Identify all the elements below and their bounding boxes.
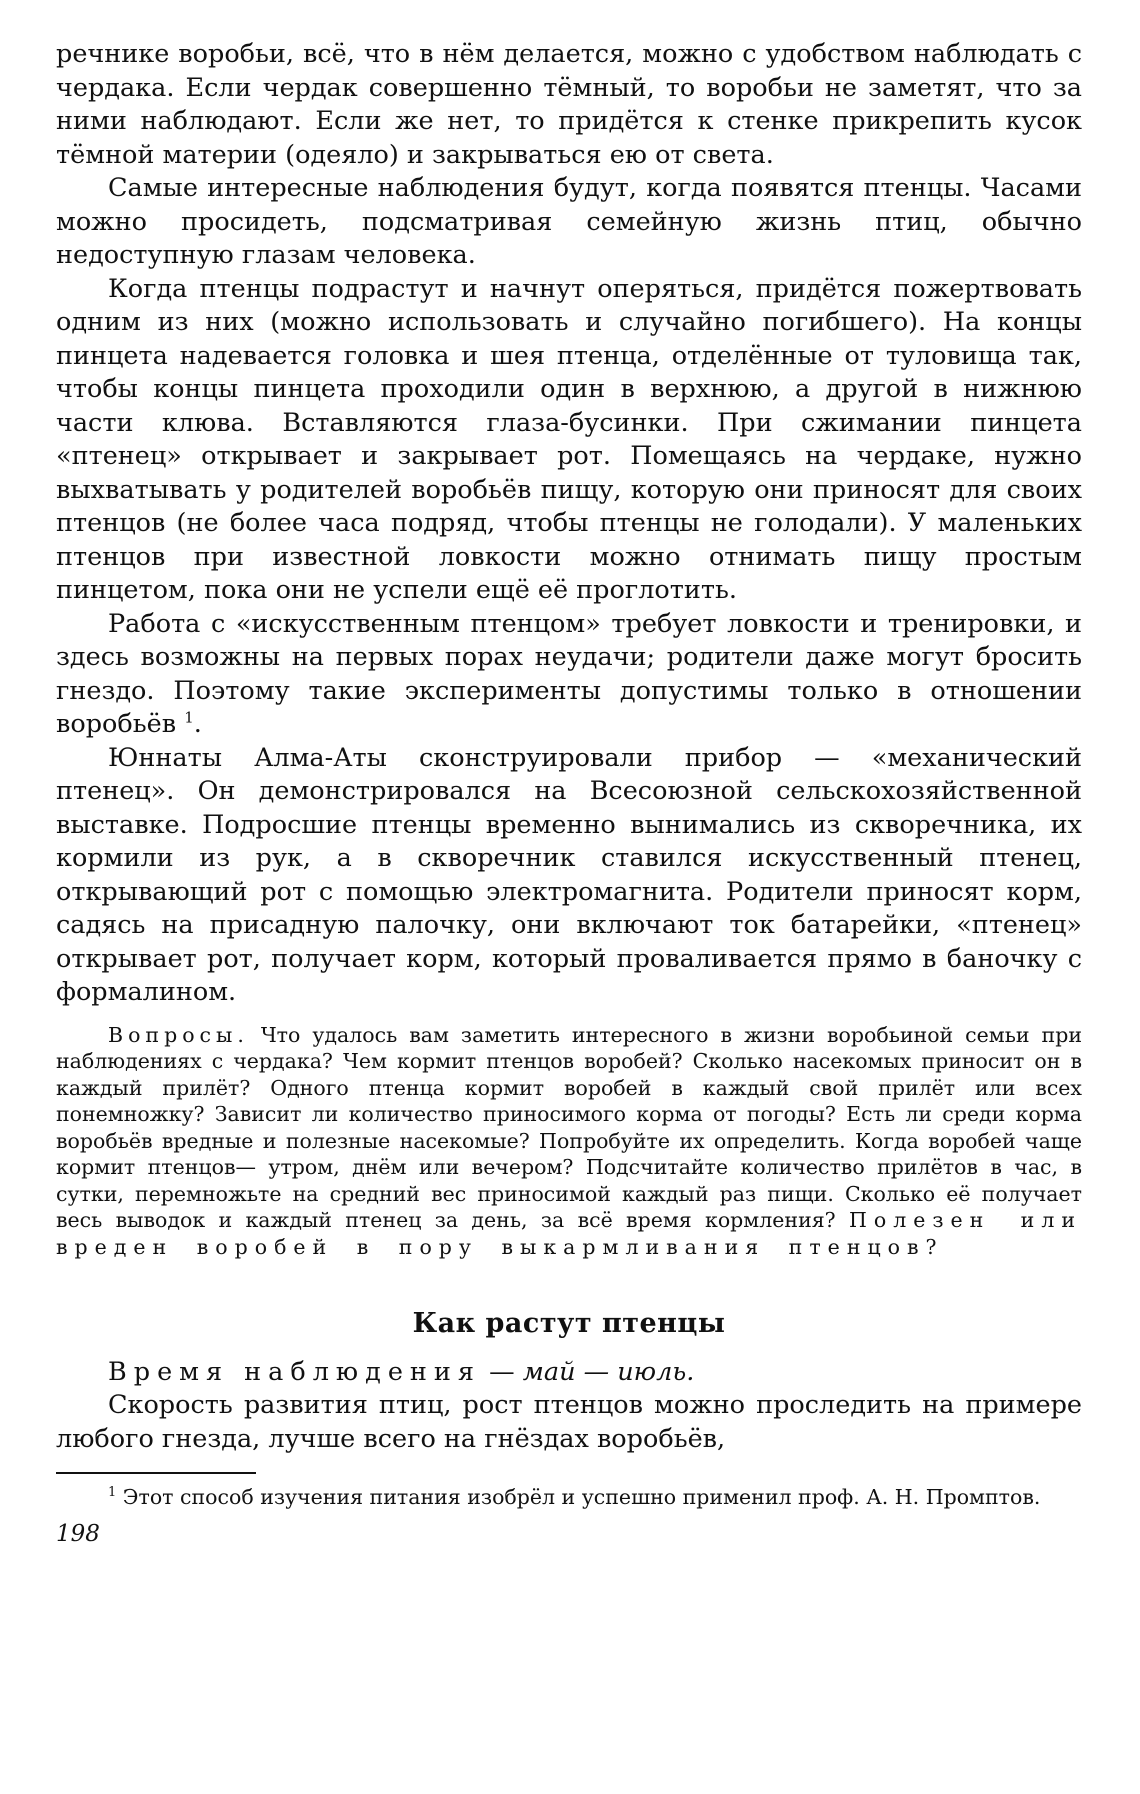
questions-label: Вопросы. — [108, 1022, 249, 1047]
questions-text: Что удалось вам заметить интересного в жизни воробьиной семьи при наблюдениях с чердака? Чем кормит птенцов воробей? Сколько насекомых приносит он в каждый прилёт? Одного птенца кормит воробей в каждый свой прилёт или всех понемножку? Зависит ли количество приносимого корма от погоды? Есть ли среди корма воробьёв вредные и полезные насекомые? Попробуйте их определить. Когда воробей чаще кормит птенцов— утром, днём или вечером? Подсчитайте количество прилётов в час, в сутки, перемножьте на средний вес приносимой каждый раз пищи. Сколько её получает весь выводок и каждый птенец за день, за всё время кормления? — [56, 1022, 1082, 1232]
paragraph-artificial-chick-training-text: Работа с «искусственным птенцом» требует ловкости и тренировки, и здесь возможны на первых порах неудачи; родители даже могут бросить гнездо. Поэтому такие эксперименты допустимы только в отношении воробьёв — [56, 608, 1082, 739]
paragraph-mechanical-chick: Юннаты Алма-Аты сконструировали прибор — «механический птенец». Он демонстрировался на Всесоюзной сельскохозяйственной выставке. Подросшие птенцы временно вынимались из скворечника, их кормили из рук, а в скворечник ставился искусственный птенец, открывающий рот с помощью электромагнита. Родители приносят корм, садясь на присадную палочку, они включают ток батарейки, «птенец» открывает рот, получает корм, который проваливается прямо в баночку с формалином. — [56, 742, 1082, 1007]
paragraph-end-period: . — [193, 709, 202, 739]
questions-final: Полезен или вреден воробей в пору выкармливания птенцов? — [56, 1208, 1083, 1259]
paragraph-artificial-chick-training — [56, 608, 1082, 742]
paragraph-chicks-observation: Самые интересные наблюдения будут, когда появятся птенцы. Часами можно просидеть, подсматривая семейную жизнь птиц, обычно недоступную глазам человека. — [56, 173, 1082, 270]
observation-time-label: Время наблюдения — [108, 1357, 482, 1387]
book-page — [56, 38, 1082, 1758]
footnote-mark: 1 — [108, 1485, 117, 1501]
footnote-text: Этот способ изучения питания изобрёл и успешно применил проф. А. Н. Промптов. — [116, 1485, 1041, 1509]
observation-time-value: май — июль. — [522, 1357, 695, 1387]
observation-time — [56, 1355, 1082, 1389]
footnote-divider — [56, 1472, 256, 1474]
paragraph-continued: речнике воробьи, всё, что в нём делается, можно с удобством наблюдать с чердака. Если чердак совершенно тёмный, то воробьи не заметят, что за ними наблюдают. Если же нет, то придётся к стенке прикрепить кусок тёмной материи (одеяло) и закрываться ею от света. — [56, 39, 1082, 170]
questions-block — [56, 1022, 1082, 1261]
footnote — [56, 1484, 1082, 1511]
footnote-reference: 1 — [184, 708, 194, 727]
paragraph-artificial-chick-method: Когда птенцы подрастут и начнут оперяться, придётся пожертвовать одним из них (можно использовать и случайно погибшего). На концы пинцета надевается головка и шея птенца, отделённые от туловища так, чтобы концы пинцета проходили один в верхнюю, а другой в нижнюю части клюва. Вставляются глаза-бусинки. При сжимании пинцета «птенец» открывает и закрывает рот. Помещаясь на чердаке, нужно выхватывать у родителей воробьёв пищу, которую они приносят для своих птенцов (не более часа подряд, чтобы птенцы не голодали). У маленьких птенцов при известной ловкости можно отнимать пищу простым пинцетом, пока они не успели ещё её проглотить. — [56, 273, 1082, 605]
page-number: 198 — [56, 1521, 100, 1547]
observation-time-dash: — — [481, 1357, 523, 1387]
section-title: Как растут птенцы — [412, 1308, 726, 1339]
paragraph-growth-rate: Скорость развития птиц, рост птенцов можно проследить на примере любого гнезда, лучше всего на гнёздах воробьёв, — [56, 1390, 1082, 1454]
